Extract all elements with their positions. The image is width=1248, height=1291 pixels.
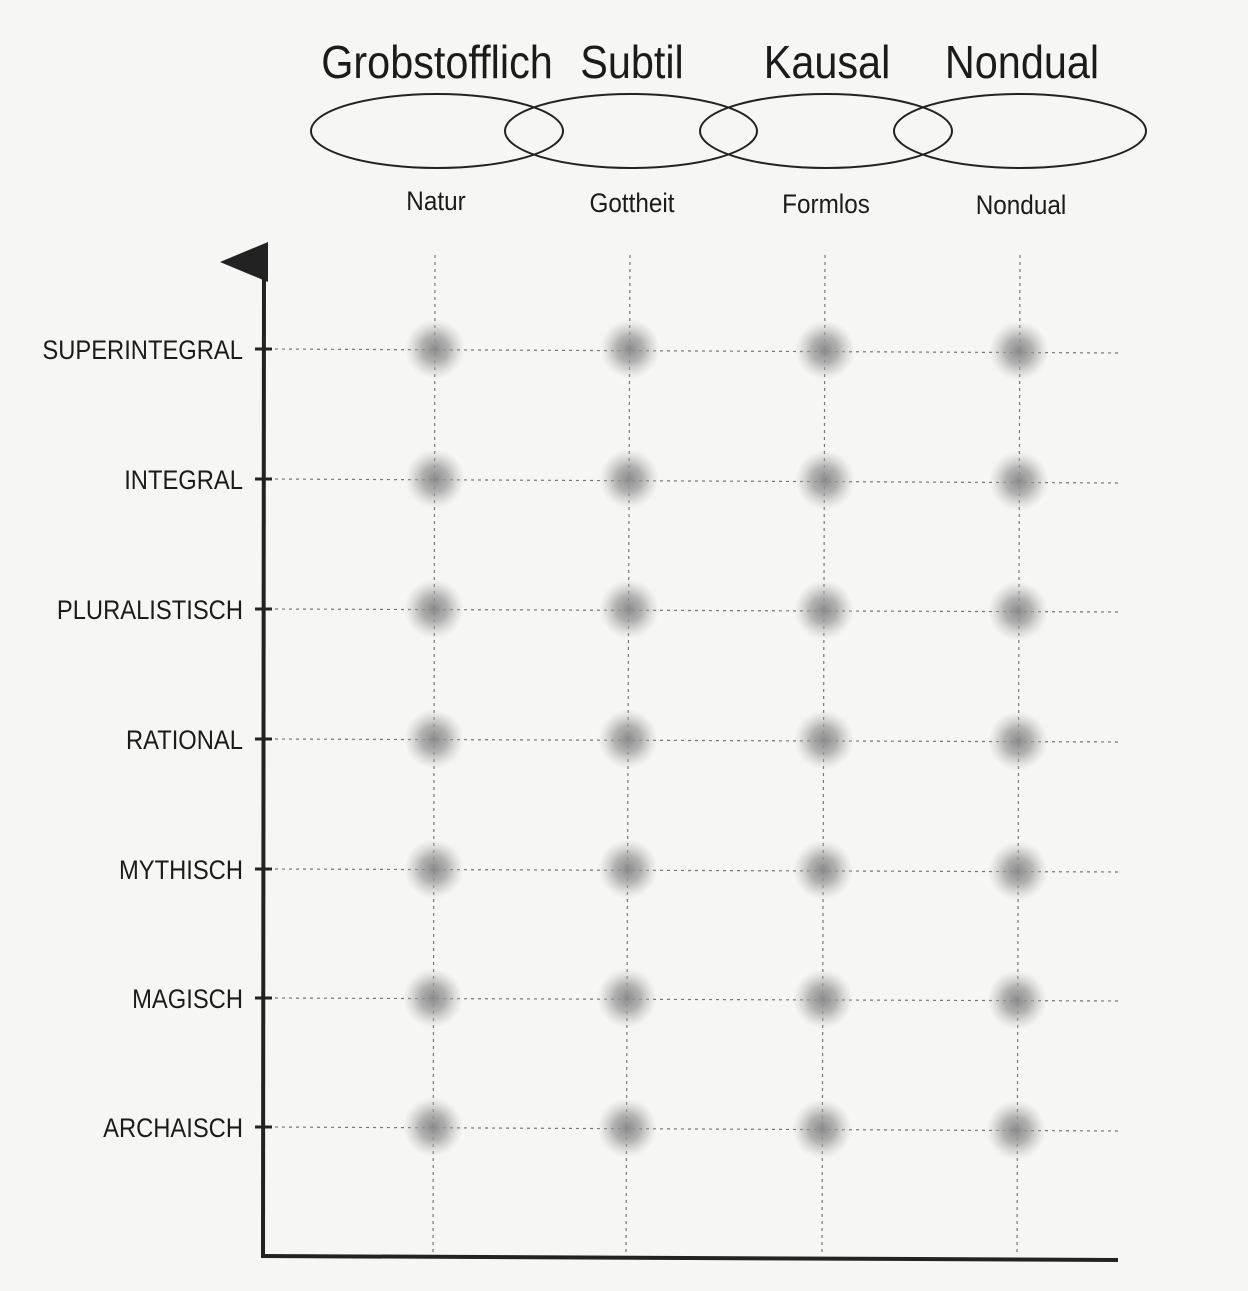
lattice-dot [403, 968, 463, 1028]
horizontal-axis [261, 1256, 1118, 1260]
lattice-dot [986, 1100, 1046, 1160]
level-label: MYTHISCH [118, 855, 244, 886]
lattice-dot [598, 709, 658, 769]
lattice-dot [989, 321, 1049, 381]
lattice-dot [403, 1097, 463, 1157]
state-title: Nondual [944, 37, 1100, 89]
lattice-dot [988, 711, 1048, 771]
lattice-dot [987, 970, 1047, 1030]
lattice-dot [600, 319, 660, 379]
lattice-dot [405, 449, 465, 509]
vertical-axis [263, 262, 264, 1258]
state-ring-nondual [894, 94, 1146, 168]
state-subtitle: Formlos [782, 189, 870, 220]
lattice-dot [792, 1099, 852, 1159]
level-label: INTEGRAL [124, 465, 244, 496]
lattice-dot [404, 579, 464, 639]
state-subtitle: Gottheit [589, 188, 675, 219]
state-title: Grobstofflich [321, 37, 553, 89]
state-title: Kausal [763, 37, 891, 89]
level-label: SUPERINTEGRAL [42, 335, 244, 366]
state-subtitle: Natur [406, 186, 466, 217]
level-labels [42, 336, 243, 1144]
lattice-dot [404, 839, 464, 899]
lattice-dot [793, 969, 853, 1029]
lattice-dot [795, 450, 855, 510]
state-subtitles [406, 187, 1066, 220]
lattice-dot [989, 451, 1049, 511]
lattice-dot [794, 710, 854, 770]
lattice-dot [404, 709, 464, 769]
lattice-dot [597, 968, 657, 1028]
level-label: ARCHAISCH [103, 1113, 244, 1144]
lattice-dot [793, 840, 853, 900]
level-label: MAGISCH [132, 984, 244, 1015]
lattice-dot [405, 319, 465, 379]
state-titles [321, 37, 1099, 89]
lattice-dot [794, 580, 854, 640]
lattice-dot [988, 841, 1048, 901]
vertical-grid-lines [433, 255, 1020, 1255]
level-label: RATIONAL [125, 725, 244, 756]
level-label: PLURALISTISCH [56, 595, 244, 626]
lattice-dot [597, 1098, 657, 1158]
state-subtitle: Nondual [975, 190, 1067, 221]
state-title: Subtil [580, 37, 684, 89]
lattice-dot [598, 839, 658, 899]
state-ring-kausal [700, 94, 952, 168]
state-ring-grobstofflich [311, 94, 563, 168]
lattice-dot [599, 579, 659, 639]
lattice-dot [795, 320, 855, 380]
lattice-dot [599, 449, 659, 509]
state-ring-subtil [505, 94, 757, 168]
axes [261, 262, 1118, 1260]
state-rings [311, 94, 1146, 168]
lattice-dot [988, 581, 1048, 641]
